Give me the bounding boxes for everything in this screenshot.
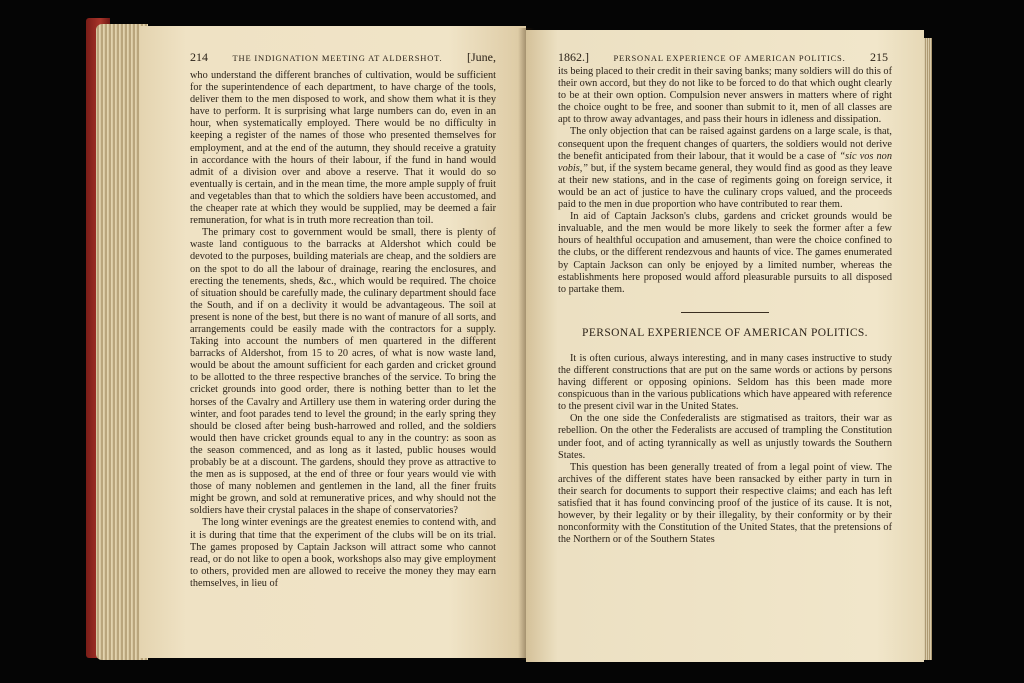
left-page-number: 214: [190, 50, 208, 64]
paragraph: On the one side the Confederalists are stigmatised as traitors, their war as rebellion. On the other the Federalists are accused of trampling the Constitution under foot, and of acting tyrannically as well as unjustly towards the Southern States.: [558, 413, 892, 461]
right-page-number: 215: [869, 50, 888, 64]
paragraph: The long winter evenings are the greatest enemies to contend with, and it is during that time that the experiment of the clubs will be on its trial. The games proposed by Captain Jackson will attract some who cannot read, or do not like to open a book, workshops also may give employment to others, provided men are allowed to receive the money they may earn themselves, in lieu of: [190, 517, 496, 589]
right-page-year: 1862.]: [558, 50, 589, 64]
paragraph: This question has been generally treated of from a legal point of view. The archives of the different states have been ransacked by either party in turn in their search for documents to support their respective claims; and each has left satisfied that it has found convincing proof of the justice of its cause. It is not, however, by their legality or by their illegality, by their conformity or by their nonconformity with the Constitution of the United States, that the pretensions of the Northern or of the Southern States: [558, 461, 892, 546]
left-page-header: [190, 50, 496, 65]
paragraph: its being placed to their credit in their saving banks; many soldiers will do this of their own accord, but they do not like to be forced to do that which ought clearly to be at their own option. Compulsion never answers in matters where of right the choice ought to be free, and sooner than submit to it, men of all classes are apt to throw away advantages, and pass their hours in idleness and dissipation.: [558, 66, 892, 126]
right-page-header: [558, 50, 888, 65]
section-heading: PERSONAL EXPERIENCE OF AMERICAN POLITICS.: [582, 326, 868, 339]
open-book: [86, 16, 934, 656]
paragraph: [558, 126, 892, 211]
paragraph-text: but, if the system became general, they would find as good as they leave at their new stations, and in the case of regiments going on foreign service, it would be an act of justice to have the culinary crops valued, and the proceeds paid to the men in due proportion who have contributed to rear them.: [558, 162, 893, 211]
paragraph: who understand the different branches of cultivation, would be sufficient for the superintendence of each department, to have charge of the tools, deliver them to the men disposed to work, and show them what it is they have to perform. It is surprising what large numbers can do, even in an hour, when systematically employed. There would be no difficulty in keeping a register of the names of those who presented themselves for employment, and at the end of the autumn, they should receive a gratuity in accordance with the hours of their labour, if the fund in hand would admit of a division over and above a reserve. That it would do so eventually is certain, and in the mean time, the more ample supply of fruit and vegetables than that to which the soldiers have been accustomed, and the cheaper rate at which they would be supplied, may be deemed a fair remuneration, for what is in truth more recreation than toil.: [190, 70, 496, 227]
latin-quote: “sic vos non vobis,”: [558, 150, 892, 174]
left-page-month: [June,: [467, 50, 496, 64]
left-page-body: [190, 70, 496, 590]
right-page: [526, 30, 924, 662]
paragraph: The primary cost to government would be small, there is plenty of waste land contiguous to the barracks at Aldershot which could be devoted to the purposes, building materials are cheap, and the soldiers are on the spot to do all the labour of drainage, rearing the enclosures, and erecting the tenements, sheds, &c., which would be required. The choice of situation should be carefully made, the culinary department should face the South, and if on a declivity it would be advantageous. The soil at present is none of the best, but there is no want of manure of all sorts, and arrangements could be easily made with the contractors for a supply. Taking into account the numbers of men quartered in the different barracks of Aldershot, from 15 to 20 acres, of what is now waste land, would be about the amount sufficient for each garden and cricket ground to be allotted to the three respective branches of the service. To bring the cricket grounds into good order, there is nothing better than to let the horses of the Cavalry and Artillery use them in watering order during the winter, and foot parades tend to level the ground; in the early spring they should be closed after being bush-harrowed and rolled, and the soldiers would then have cricket grounds equal to any in the country: as soon as the season commenced, and as long as it lasted, public houses would probably be at a discount. The gardens, should they prove as attractive to the men as is supposed, at the end of three or four years would vie with those of many noblemen and gentlemen in the land, all the finer fruits might be grown, and sold at remunerative prices, and why should not the soldiers have their crystal palaces in the shape of conservatories?: [190, 227, 496, 517]
right-page-body: [558, 66, 892, 546]
paragraph: In aid of Captain Jackson's clubs, gardens and cricket grounds would be invaluable, and the men would be more likely to seek the former after a few hours of healthful occupation and amusement, than were the choice confined to the clubs, or the different rendezvous and haunts of vice. The games enumerated by Captain Jackson can only be enjoyed by a limited number, whereas the establishments here proposed would afford pleasurable pursuits to all disposed to partake them.: [558, 211, 892, 295]
paragraph: It is often curious, always interesting, and in many cases instructive to study the different constructions that are put on the same words or actions by persons having different or opposing opinions. Seldom has this been made more conspicuous than in the various publications which have appeared with reference to the present civil war in the United States.: [558, 352, 892, 413]
section-divider: [681, 312, 769, 313]
left-running-title: THE INDIGNATION MEETING AT ALDERSHOT.: [232, 53, 443, 63]
right-running-title: PERSONAL EXPERIENCE OF AMERICAN POLITICS.: [613, 53, 846, 63]
paragraph-text: The only objection that can be raised against gardens on a large scale, is that, consequent upon the frequent changes of quarters, the soldiers would not derive the benefit anticipated from their labour, that it would be a case of: [558, 126, 892, 162]
left-page: [140, 26, 526, 658]
